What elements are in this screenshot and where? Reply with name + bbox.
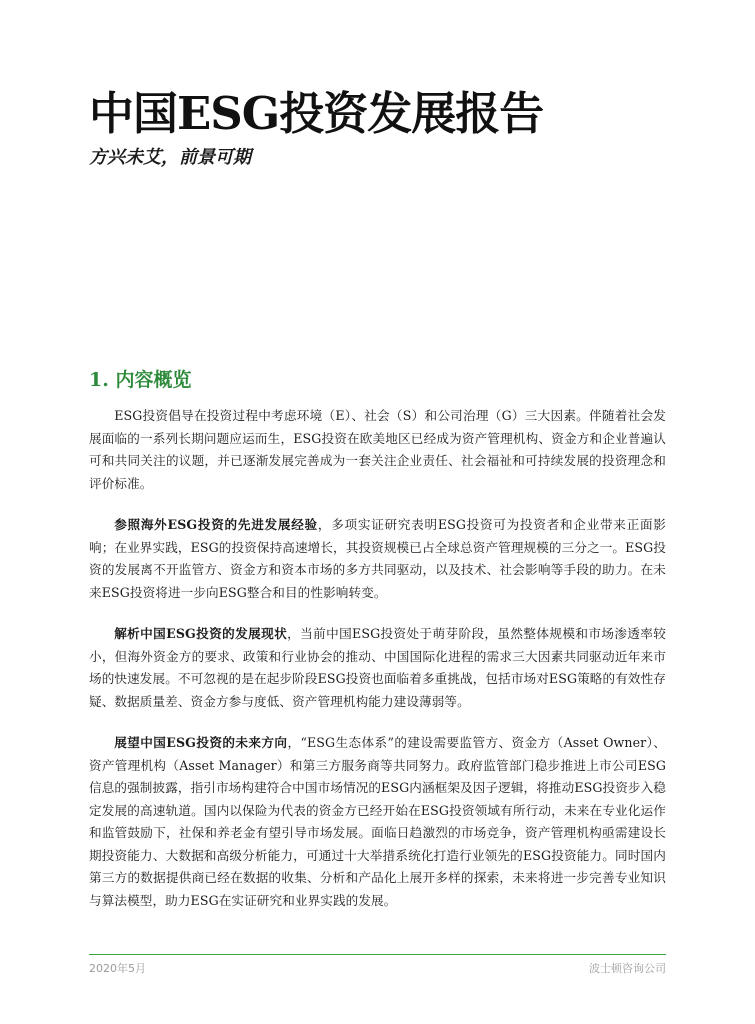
paragraph-3-lead: 解析中国ESG投资的发展现状	[114, 626, 288, 641]
paragraph-3-text: ，当前中国ESG投资处于萌芽阶段，虽然整体规模和市场渗透率较小，但海外资金方的要求、政策和行业协会的推动、中国国际化进程的需求三大因素共同驱动近年来市场的快速发展。不可忽视的是在起步阶段ESG投资也面临着多重挑战，包括市场对ESG策略的有效性存疑、数据质量差、资金方参与度低、资产管理机构能力建设薄弱等。	[89, 626, 666, 709]
paragraph-2-lead: 参照海外ESG投资的先进发展经验	[114, 517, 318, 532]
paragraph-4	[89, 732, 666, 912]
paragraph-1	[89, 405, 666, 495]
paragraph-2	[89, 514, 666, 604]
report-title: 中国ESG投资发展报告	[89, 87, 544, 140]
section-heading: 1. 内容概览	[89, 369, 192, 391]
paragraph-1-text: ESG投资倡导在投资过程中考虑环境（E）、社会（S）和公司治理（G）三大因素。伴随着社会发展面临的一系列长期问题应运而生，ESG投资在欧美地区已经成为资产管理机构、资金方和企业普遍认可和共同关注的议题，并已逐渐发展完善成为一套关注企业责任、社会福祉和可持续发展的投资理念和评价标准。	[89, 408, 666, 491]
footer-organization: 波士顿咨询公司	[589, 962, 666, 975]
paragraph-4-lead: 展望中国ESG投资的未来方向	[114, 735, 288, 750]
paragraph-3	[89, 623, 666, 713]
paragraph-4-text: ，“ESG生态体系”的建设需要监管方、资金方（Asset Owner）、资产管理机构（Asset Manager）和第三方服务商等共同努力。政府监管部门稳步推进上市公司ESG信息的强制披露，指引市场构建符合中国市场情况的ESG内涵框架及因子逻辑，将推动ESG投资步入稳定发展的高速轨道。国内以保险为代表的资金方已经开始在ESG投资领域有所行动，未来在专业化运作和监管鼓励下，社保和养老金有望引导市场发展。面临日趋激烈的市场竞争，资产管理机构亟需建设长期投资能力、大数据和高级分析能力，可通过十大举措系统化打造行业领先的ESG投资能力。同时国内第三方的数据提供商已经在数据的收集、分析和产品化上展开多样的探索，未来将进一步完善专业知识与算法模型，助力ESG在实证研究和业界实践的发展。	[89, 735, 666, 908]
footer-date: 2020年5月	[89, 962, 146, 975]
paragraph-2-text: ，多项实证研究表明ESG投资可为投资者和企业带来正面影响；在业界实践，ESG的投资保持高速增长，其投资规模已占全球总资产管理规模的三分之一。ESG投资的发展离不开监管方、资金方和资本市场的多方共同驱动，以及技术、社会影响等手段的助力。在未来ESG投资将进一步向ESG整合和目的性影响转变。	[89, 517, 666, 600]
section-body	[89, 405, 666, 931]
report-subtitle: 方兴未艾，前景可期	[89, 147, 251, 168]
footer-divider	[89, 954, 666, 955]
